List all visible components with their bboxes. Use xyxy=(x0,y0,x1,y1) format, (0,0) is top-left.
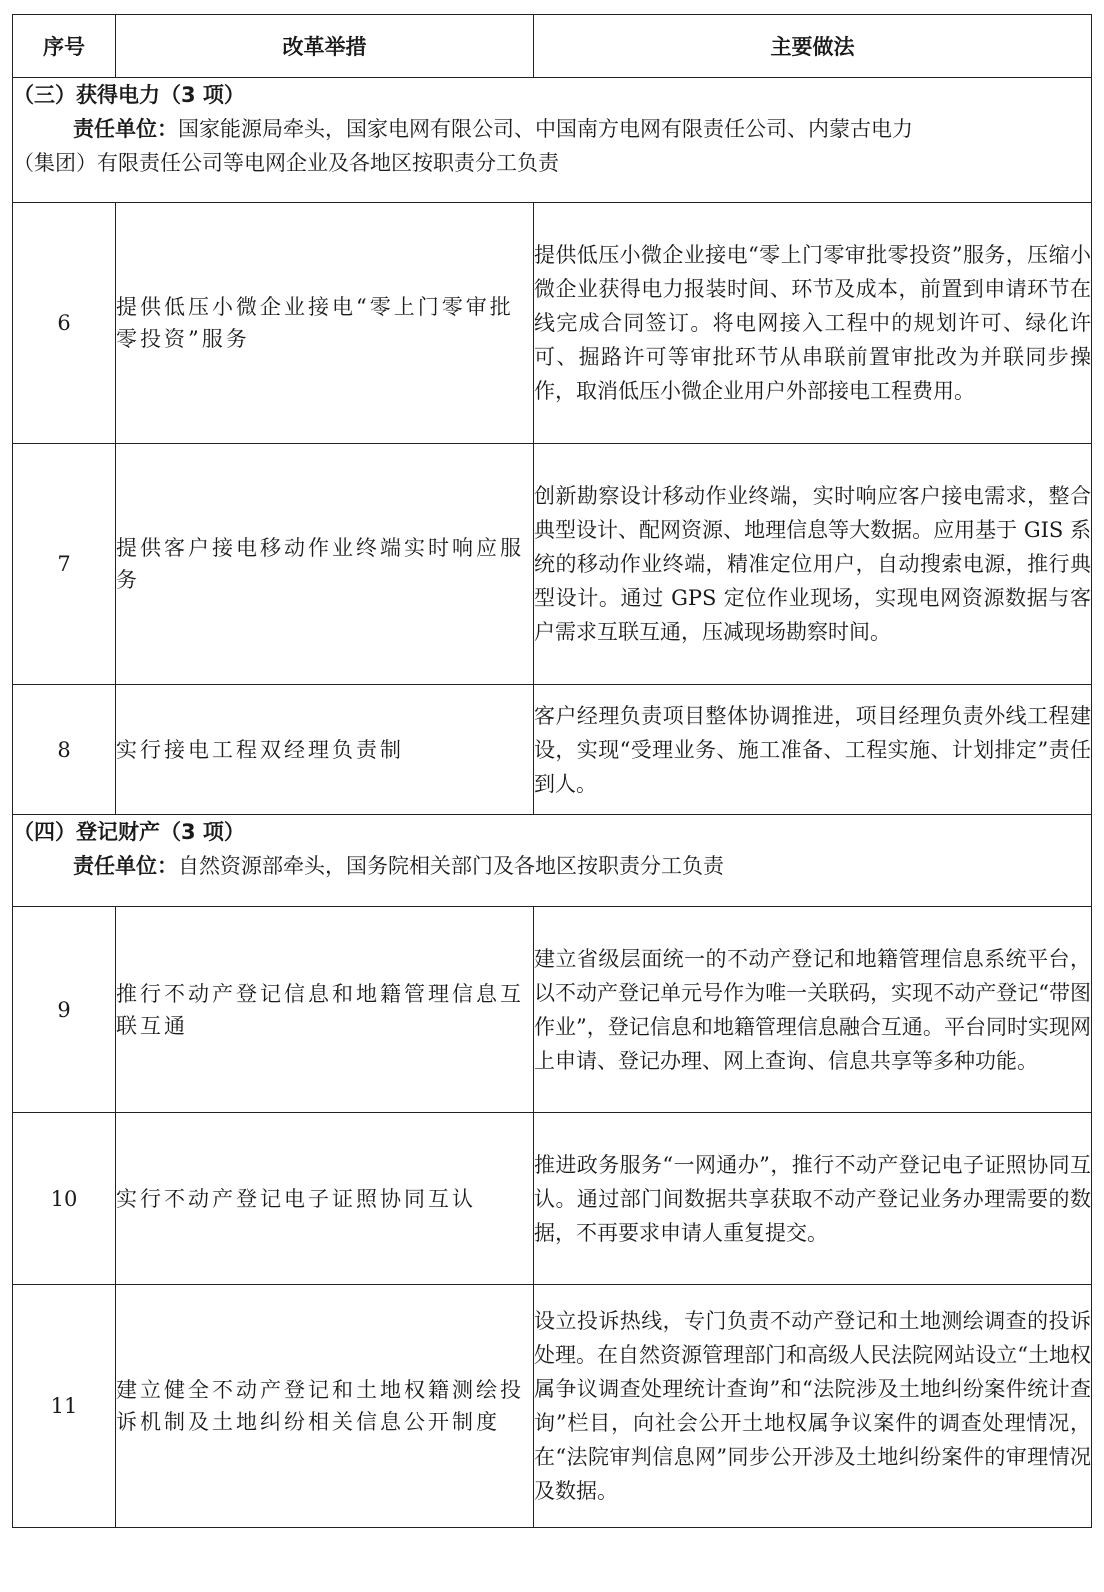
responsible-units-cont: （集团）有限责任公司等电网企业及各地区按职责分工负责 xyxy=(13,151,559,175)
row-number: 10 xyxy=(13,1113,116,1285)
section-title: （四）登记财产（3 项） xyxy=(13,820,245,844)
reform-measure: 提供低压小微企业接电“零上门零审批零投资”服务 xyxy=(116,203,534,444)
row-number: 7 xyxy=(13,444,116,685)
section-title: （三）获得电力（3 项） xyxy=(13,83,245,107)
reform-table xyxy=(12,14,1092,1528)
responsible-label: 责任单位： xyxy=(73,854,178,878)
main-method: 推进政务服务“一网通办”，推行不动产登记电子证照协同互认。通过部门间数据共享获取不动产登记业务办理需要的数据，不再要求申请人重复提交。 xyxy=(534,1113,1092,1285)
reform-measure: 提供客户接电移动作业终端实时响应服务 xyxy=(116,444,534,685)
table-row xyxy=(13,444,1092,685)
header-measure: 改革举措 xyxy=(116,15,534,78)
reform-measure: 推行不动产登记信息和地籍管理信息互联互通 xyxy=(116,907,534,1113)
reform-measure: 建立健全不动产登记和土地权籍测绘投诉机制及土地纠纷相关信息公开制度 xyxy=(116,1285,534,1528)
header-row xyxy=(13,15,1092,78)
section-row xyxy=(13,78,1092,203)
header-num: 序号 xyxy=(13,15,116,78)
row-number: 9 xyxy=(13,907,116,1113)
table-row xyxy=(13,1285,1092,1528)
table-row xyxy=(13,1113,1092,1285)
main-method: 创新勘察设计移动作业终端，实时响应客户接电需求，整合典型设计、配网资源、地理信息等大数据。应用基于 GIS 系统的移动作业终端，精准定位用户，自动搜索电源，推行典型设计。通过 GPS 定位作业现场，实现电网资源数据与客户需求互联互通，压减现场勘察时间。 xyxy=(534,444,1092,685)
section-electricity xyxy=(13,78,1092,203)
row-number: 8 xyxy=(13,685,116,815)
section-property xyxy=(13,815,1092,907)
row-number: 6 xyxy=(13,203,116,444)
section-row xyxy=(13,815,1092,907)
reform-measure: 实行接电工程双经理负责制 xyxy=(116,685,534,815)
main-method: 建立省级层面统一的不动产登记和地籍管理信息系统平台，以不动产登记单元号作为唯一关联码，实现不动产登记“带图作业”，登记信息和地籍管理信息融合互通。平台同时实现网上申请、登记办理、网上查询、信息共享等多种功能。 xyxy=(534,907,1092,1113)
responsible-label: 责任单位： xyxy=(73,117,178,141)
main-method: 设立投诉热线，专门负责不动产登记和土地测绘调查的投诉处理。在自然资源管理部门和高级人民法院网站设立“土地权属争议调查处理统计查询”和“法院涉及土地纠纷案件统计查询”栏目，向社会公开土地权属争议案件的调查处理情况，在“法院审判信息网”同步公开涉及土地纠纷案件的审理情况及数据。 xyxy=(534,1285,1092,1528)
row-number: 11 xyxy=(13,1285,116,1528)
main-method: 提供低压小微企业接电“零上门零审批零投资”服务，压缩小微企业获得电力报装时间、环节及成本，前置到申请环节在线完成合同签订。将电网接入工程中的规划许可、绿化许可、掘路许可等审批环节从串联前置审批改为并联同步操作，取消低压小微企业用户外部接电工程费用。 xyxy=(534,203,1092,444)
header-method: 主要做法 xyxy=(534,15,1092,78)
table-row xyxy=(13,203,1092,444)
main-method: 客户经理负责项目整体协调推进，项目经理负责外线工程建设，实现“受理业务、施工准备、工程实施、计划排定”责任到人。 xyxy=(534,685,1092,815)
reform-measure: 实行不动产登记电子证照协同互认 xyxy=(116,1113,534,1285)
responsible-units: 自然资源部牵头，国务院相关部门及各地区按职责分工负责 xyxy=(178,854,724,878)
responsible-units: 国家能源局牵头，国家电网有限公司、中国南方电网有限责任公司、内蒙古电力 xyxy=(178,117,913,141)
table-row xyxy=(13,685,1092,815)
table-row xyxy=(13,907,1092,1113)
